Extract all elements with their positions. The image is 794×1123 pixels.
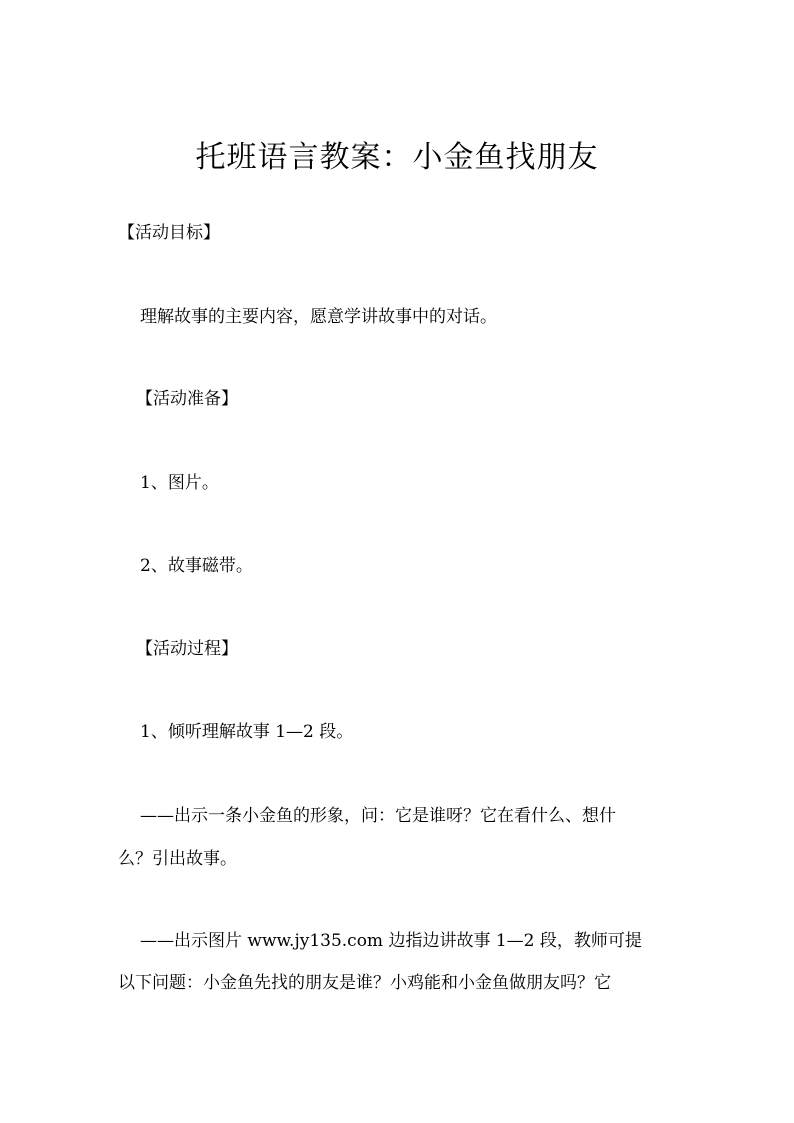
prep-item-2: 2、故事磁带。 [140,556,253,576]
prep-heading: 【活动准备】 [136,389,238,409]
process-heading: 【活动过程】 [136,639,238,659]
paragraph-1-line-2: 么？引出故事。 [118,849,237,869]
paragraph-2-line-2: 以下问题：小金鱼先找的朋友是谁？小鸡能和小金鱼做朋友吗？它 [118,973,611,993]
prep-item-1: 1、图片。 [140,473,219,493]
document-title: 托班语言教案：小金鱼找朋友 [195,140,599,175]
paragraph-2-line-1: ——出示图片 www.jy135.com 边指边讲故事 1—2 段，教师可提 [140,931,642,951]
goal-text: 理解故事的主要内容，愿意学讲故事中的对话。 [140,307,497,327]
paragraph-1-line-1: ——出示一条小金鱼的形象，问：它是谁呀？它在看什么、想什 [140,806,616,826]
goal-heading: 【活动目标】 [118,223,220,243]
process-item-1: 1、倾听理解故事 1—2 段。 [140,722,354,742]
